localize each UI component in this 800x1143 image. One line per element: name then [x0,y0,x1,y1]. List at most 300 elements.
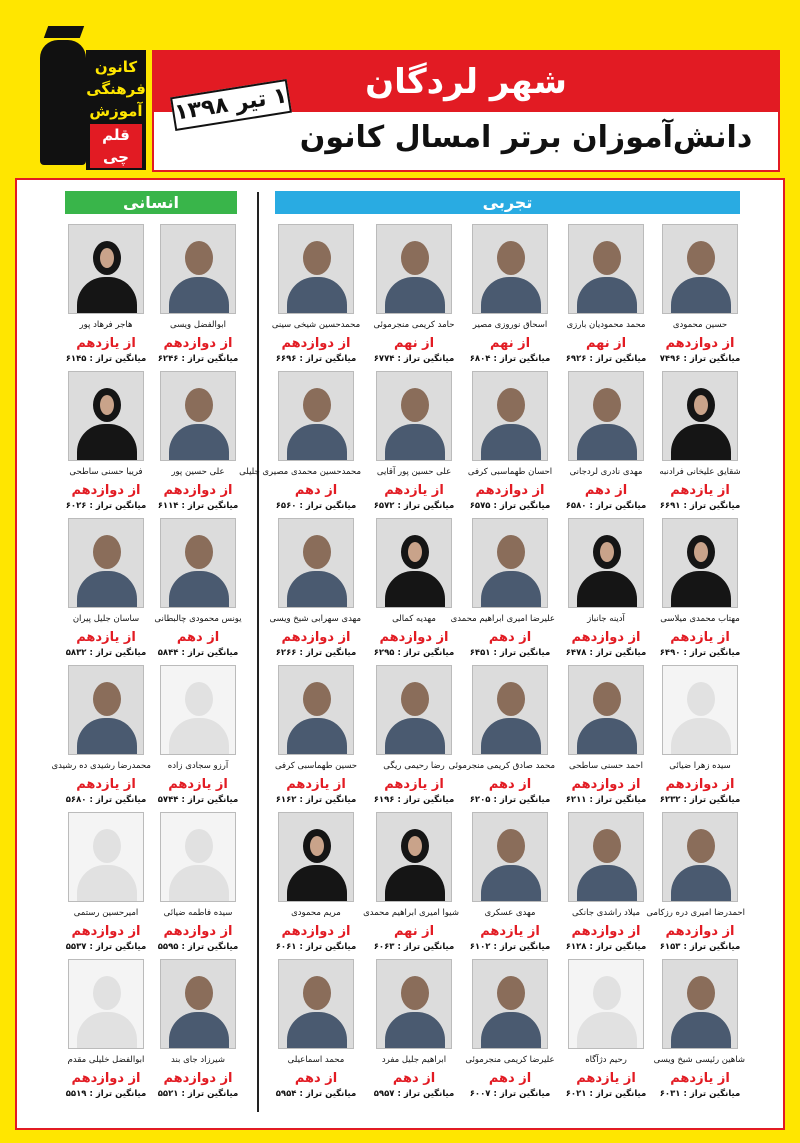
student-card [465,371,555,511]
student-name: ابوالفضل ویسی [169,320,227,330]
student-photo [68,224,144,314]
kanoon-logo [36,20,154,170]
student-grade: از نهم [393,336,435,351]
student-grade: از دهم [488,630,532,645]
student-grade: از یازدهم [670,630,730,645]
student-photo [472,959,548,1049]
student-average: میانگین تراز : ۶۲۰۵ [469,795,551,805]
student-grade: از یازدهم [670,483,730,498]
person-head-icon [93,682,121,716]
person-body-icon [671,865,731,902]
student-card [271,665,361,805]
student-photo [472,665,548,755]
student-card [655,665,745,805]
student-photo [662,959,738,1049]
student-average: میانگین تراز : ۵۸۳۲ [65,648,147,658]
person-head-icon [303,976,331,1010]
student-grade: از دوازدهم [281,336,351,351]
student-grade: از دهم [392,1071,436,1086]
section-title-tajrobi: تجربی [275,191,740,214]
person-body-icon [287,277,347,314]
student-average: میانگین تراز : ۶۴۵۱ [469,648,551,658]
student-grade: از دوازدهم [163,924,233,939]
person-body-icon [77,1012,137,1049]
student-average: میانگین تراز : ۵۹۵۷ [373,1089,455,1099]
person-body-icon [671,718,731,755]
person-body-icon [169,571,229,608]
person-body-icon [481,277,541,314]
person-head-icon [687,388,715,422]
student-grade: از دوازدهم [379,630,449,645]
student-average: میانگین تراز : ۶۱۲۸ [565,942,647,952]
student-average: میانگین تراز : ۵۵۳۷ [65,942,147,952]
person-head-icon [93,388,121,422]
student-grade: از دوازدهم [571,630,641,645]
student-average: میانگین تراز : ۶۱۱۴ [157,501,239,511]
student-photo [68,959,144,1049]
student-name: آرزو سجادی زاده [167,761,229,771]
student-name: محمدحسین محمدی مصیری جلیلی [239,467,361,477]
student-photo [472,224,548,314]
student-name: احمد حسنی ساطحی [569,761,643,771]
student-name: علی حسین پور آقایی [376,467,452,477]
student-grade: از دهم [584,483,628,498]
student-grade: از دوازدهم [163,483,233,498]
student-photo [662,224,738,314]
student-grade: از دوازدهم [665,336,735,351]
student-name: محمد صادق کریمی منجرموئی [448,761,555,771]
person-head-icon [401,535,429,569]
student-photo [278,371,354,461]
student-card [363,812,459,952]
student-average: میانگین تراز : ۶۴۷۸ [565,648,647,658]
student-photo [376,518,452,608]
student-photo [68,371,144,461]
student-photo [376,812,452,902]
person-body-icon [385,424,445,461]
person-head-icon [687,682,715,716]
student-name: ابراهیم جلیل مفرد [381,1055,447,1065]
person-head-icon [401,682,429,716]
student-name: رحیم دژآگاه [585,1055,627,1065]
city-title: شهر لردگان [154,52,778,112]
person-body-icon [481,1012,541,1049]
student-photo [568,224,644,314]
student-card [153,371,243,511]
student-name: حسین طهماسبی کرفی [274,761,358,771]
person-body-icon [671,424,731,461]
student-card [369,665,459,805]
logo-text [86,50,146,170]
student-photo [376,224,452,314]
student-grade: از یازدهم [576,1071,636,1086]
student-photo [568,665,644,755]
student-grade: از دهم [488,777,532,792]
student-average: میانگین تراز : ۵۸۴۴ [157,648,239,658]
student-card [655,518,745,658]
student-card [465,959,555,1099]
student-name: شیوا امیری ابراهیم محمدی [363,908,459,918]
person-body-icon [287,424,347,461]
person-head-icon [303,535,331,569]
student-photo [160,665,236,755]
student-photo [568,959,644,1049]
person-body-icon [481,718,541,755]
student-photo [68,665,144,755]
student-photo [568,812,644,902]
student-average: میانگین تراز : ۶۰۰۷ [469,1089,551,1099]
student-photo [568,518,644,608]
person-head-icon [185,829,213,863]
person-body-icon [77,424,137,461]
student-grade: از دوازدهم [475,483,545,498]
student-photo [160,224,236,314]
logo-line: قلم چی [90,124,142,168]
person-head-icon [687,976,715,1010]
student-photo [472,518,548,608]
student-grade: از یازدهم [670,1071,730,1086]
person-head-icon [593,682,621,716]
logo-line: آموزش [89,102,143,120]
graduation-cap-icon [44,26,84,38]
student-card [153,224,243,364]
student-grade: از دهم [294,1071,338,1086]
student-name: میلاد راشدی جانکی [571,908,641,918]
student-card [646,812,745,952]
person-head-icon [593,829,621,863]
person-body-icon [577,277,637,314]
student-card [655,371,745,511]
student-name: سیده زهرا ضیائی [669,761,731,771]
student-card [450,518,555,658]
student-photo [68,812,144,902]
student-name: مهدیه کمالی [392,614,436,624]
student-name: ساسان جلیل پیران [72,614,140,624]
person-head-icon [401,976,429,1010]
student-name: علیرضا امیری ابراهیم محمدی [450,614,555,624]
student-average: میانگین تراز : ۶۱۵۳ [659,942,741,952]
student-average: میانگین تراز : ۶۵۸۰ [565,501,647,511]
person-body-icon [577,718,637,755]
student-photo [278,665,354,755]
student-photo [278,518,354,608]
person-head-icon [93,829,121,863]
student-name: احمدرضا امیری دره رزکامی [646,908,745,918]
student-card [369,224,459,364]
person-head-icon [687,241,715,275]
person-head-icon [185,976,213,1010]
person-head-icon [497,829,525,863]
student-average: میانگین تراز : ۵۷۴۴ [157,795,239,805]
person-head-icon [185,535,213,569]
student-grade: از یازدهم [480,924,540,939]
student-card [153,665,243,805]
person-head-icon [593,241,621,275]
student-grade: از یازدهم [384,777,444,792]
student-name: مریم محمودی [291,908,341,918]
student-average: میانگین تراز : ۵۵۹۵ [157,942,239,952]
student-photo [376,959,452,1049]
student-card [61,371,151,511]
person-head-icon [593,388,621,422]
student-card [239,371,361,511]
student-average: میانگین تراز : ۶۰۳۱ [659,1089,741,1099]
person-body-icon [169,424,229,461]
student-average: میانگین تراز : ۶۲۱۱ [565,795,647,805]
student-name: شقایق علیخانی فرادنبه [659,467,741,477]
student-average: میانگین تراز : ۶۰۶۳ [373,942,455,952]
student-grade: از دوازدهم [665,777,735,792]
student-name: شیرزاد جای بند [171,1055,225,1065]
student-photo [662,371,738,461]
person-body-icon [671,277,731,314]
student-photo [662,518,738,608]
student-average: میانگین تراز : ۶۵۷۲ [373,501,455,511]
student-photo [278,959,354,1049]
person-body-icon [577,1012,637,1049]
student-grade: از دهم [488,1071,532,1086]
student-photo [68,518,144,608]
student-average: میانگین تراز : ۶۲۳۲ [659,795,741,805]
student-card [561,959,651,1099]
student-grade: از دوازدهم [281,924,351,939]
student-grade: از دوازدهم [665,924,735,939]
student-name: آدینه جانباز [587,614,625,624]
student-average: میانگین تراز : ۵۵۲۱ [157,1089,239,1099]
student-card [655,224,745,364]
student-name: محمدحسین شیخی سینی [271,320,361,330]
person-body-icon [385,277,445,314]
student-average: میانگین تراز : ۶۲۶۶ [275,648,357,658]
student-average: میانگین تراز : ۶۲۹۵ [373,648,455,658]
person-body-icon [671,1012,731,1049]
student-card [561,224,651,364]
logo-line: کانون [94,58,138,76]
student-name: ابوالفضل خلیلی مقدم [67,1055,145,1065]
student-card [61,518,151,658]
student-average: میانگین تراز : ۵۵۱۹ [65,1089,147,1099]
student-grade: از یازدهم [76,777,136,792]
person-head-icon [593,976,621,1010]
date-tag: ۱ تیر ۱۳۹۸ [170,79,292,131]
person-body-icon [287,1012,347,1049]
person-body-icon [577,865,637,902]
student-name: حامد کریمی منجرموئی [373,320,455,330]
teacher-figure-icon [40,40,86,165]
student-name: مهدی نادری لردجانی [569,467,643,477]
student-card [465,224,555,364]
student-grade: از دوازدهم [571,924,641,939]
person-head-icon [185,388,213,422]
person-head-icon [401,241,429,275]
person-head-icon [497,976,525,1010]
person-head-icon [185,682,213,716]
student-grade: از دوازدهم [71,1071,141,1086]
person-head-icon [93,976,121,1010]
section-divider [257,192,259,1112]
student-grade: از یازدهم [76,630,136,645]
student-average: میانگین تراز : ۶۹۲۶ [565,354,647,364]
student-name: حسین محمودی [672,320,728,330]
student-card [271,518,361,658]
student-name: علیرضا کریمی منجرموئی [465,1055,555,1065]
student-name: رضا رحیمی ریگی [383,761,445,771]
student-grade: از دوازدهم [281,630,351,645]
student-photo [160,371,236,461]
student-average: میانگین تراز : ۶۰۲۱ [565,1089,647,1099]
student-card [51,665,151,805]
person-body-icon [169,1012,229,1049]
student-card [655,959,745,1099]
student-grade: از یازدهم [384,483,444,498]
student-average: میانگین تراز : ۶۵۶۰ [275,501,357,511]
person-head-icon [303,682,331,716]
student-average: میانگین تراز : ۵۶۸۰ [65,795,147,805]
logo-line: فرهنگی [86,80,146,98]
student-grade: از یازدهم [76,336,136,351]
student-grade: از نهم [585,336,627,351]
student-name: امیرحسین رستمی [73,908,139,918]
person-head-icon [593,535,621,569]
student-grade: از دوازدهم [571,777,641,792]
person-body-icon [287,718,347,755]
person-body-icon [77,718,137,755]
student-name: فریبا حسنی ساطحی [69,467,143,477]
student-card [153,812,243,952]
student-grade: از نهم [393,924,435,939]
student-card [465,812,555,952]
person-body-icon [287,571,347,608]
student-card [561,518,651,658]
student-average: میانگین تراز : ۶۴۹۰ [659,648,741,658]
student-card [369,959,459,1099]
student-card [271,959,361,1099]
student-name: علی حسین پور [171,467,225,477]
student-average: میانگین تراز : ۶۰۶۱ [275,942,357,952]
student-average: میانگین تراز : ۷۴۹۶ [659,354,741,364]
student-card [153,959,243,1099]
person-body-icon [385,1012,445,1049]
student-name: اسحاق نوروزی مصیر [472,320,548,330]
student-card [561,812,651,952]
student-average: میانگین تراز : ۶۱۹۶ [373,795,455,805]
student-card [61,812,151,952]
student-card [369,371,459,511]
student-name: یونس محمودی چالبطانی [154,614,242,624]
student-grade: از دهم [176,630,220,645]
student-card [271,812,361,952]
person-head-icon [687,535,715,569]
student-name: احسان طهماسبی کرفی [467,467,553,477]
person-body-icon [77,571,137,608]
student-average: میانگین تراز : ۶۱۰۲ [469,942,551,952]
student-name: هاجر فرهاد پور [79,320,133,330]
person-body-icon [577,424,637,461]
person-head-icon [401,829,429,863]
student-average: میانگین تراز : ۶۱۶۲ [275,795,357,805]
student-name: مهدی عسکری [484,908,536,918]
person-body-icon [481,571,541,608]
student-card [369,518,459,658]
person-body-icon [671,571,731,608]
person-body-icon [169,718,229,755]
person-head-icon [93,241,121,275]
person-body-icon [481,424,541,461]
student-photo [278,224,354,314]
student-photo [160,959,236,1049]
student-photo [376,371,452,461]
student-grade: از دهم [294,483,338,498]
person-head-icon [93,535,121,569]
student-photo [662,665,738,755]
person-head-icon [303,829,331,863]
student-card [61,959,151,1099]
person-body-icon [481,865,541,902]
student-photo [376,665,452,755]
student-name: مهدی سهرابی شیخ ویسی [269,614,361,624]
student-name: محمد اسماعیلی [287,1055,345,1065]
person-body-icon [77,865,137,902]
person-head-icon [401,388,429,422]
person-head-icon [687,829,715,863]
student-name: مهتاب محمدی میلاسی [660,614,740,624]
person-body-icon [577,571,637,608]
student-card [153,518,243,658]
student-photo [278,812,354,902]
person-head-icon [497,388,525,422]
student-average: میانگین تراز : ۶۷۷۴ [373,354,455,364]
student-grade: از یازدهم [168,777,228,792]
student-photo [568,371,644,461]
student-photo [160,518,236,608]
student-card [61,224,151,364]
person-body-icon [385,571,445,608]
student-name: سیده فاطمه ضیائی [163,908,233,918]
student-average: میانگین تراز : ۶۰۲۶ [65,501,147,511]
person-head-icon [303,241,331,275]
student-name: شاهین رئیسی شیخ ویسی [653,1055,745,1065]
student-average: میانگین تراز : ۶۸۰۴ [469,354,551,364]
student-photo [472,371,548,461]
section-title-ensani: انسانی [65,191,237,214]
student-grade: از دوازدهم [163,1071,233,1086]
student-grade: از دوازدهم [163,336,233,351]
student-grade: از یازدهم [286,777,346,792]
student-average: میانگین تراز : ۶۶۹۱ [659,501,741,511]
person-head-icon [185,241,213,275]
student-card [561,371,651,511]
student-average: میانگین تراز : ۶۶۹۶ [275,354,357,364]
student-photo [472,812,548,902]
person-body-icon [169,865,229,902]
student-average: میانگین تراز : ۵۹۵۴ [275,1089,357,1099]
student-name: محمدرضا رشیدی ده رشیدی [51,761,151,771]
student-card [448,665,555,805]
person-head-icon [497,535,525,569]
student-name: محمد محمودیان بارزی [566,320,646,330]
person-head-icon [497,241,525,275]
student-grade: از دوازدهم [71,924,141,939]
student-average: میانگین تراز : ۶۱۴۵ [65,354,147,364]
student-average: میانگین تراز : ۶۲۴۶ [157,354,239,364]
person-body-icon [77,277,137,314]
students-board [15,178,785,1130]
student-grade: از دوازدهم [71,483,141,498]
person-body-icon [287,865,347,902]
person-head-icon [497,682,525,716]
person-head-icon [303,388,331,422]
student-photo [662,812,738,902]
